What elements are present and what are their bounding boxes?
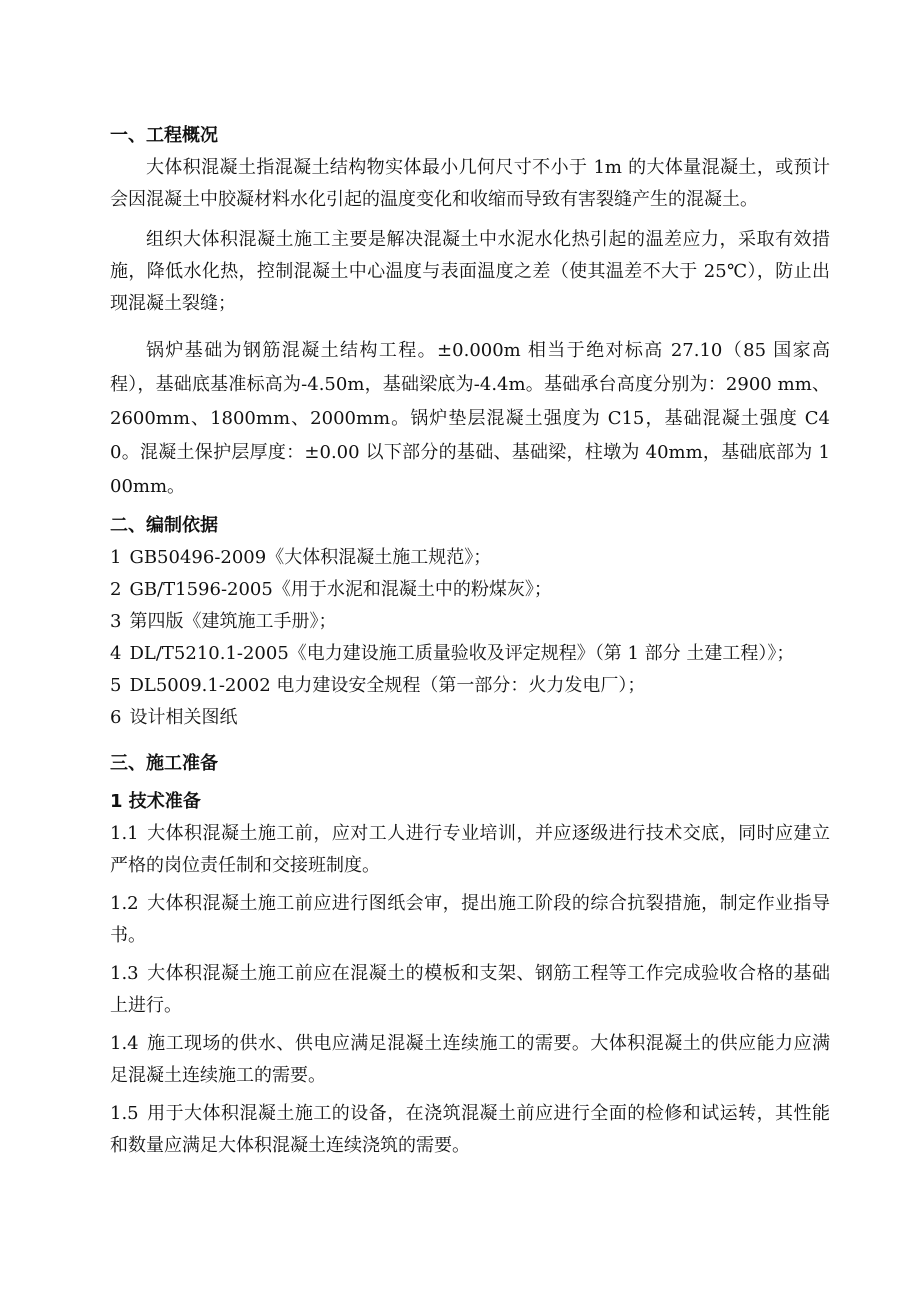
basis-item-1 <box>110 542 830 574</box>
basis-item-text: GB/T1596-2005《用于水泥和混凝土中的粉煤灰》； <box>129 579 552 600</box>
basis-item-3 <box>110 606 830 638</box>
basis-item-number: 4 <box>110 643 122 664</box>
basis-item-4 <box>110 638 830 670</box>
basis-item-5 <box>110 670 830 702</box>
preparation-item-number: 1.3 <box>110 963 139 984</box>
subheading-technical-preparation: 1 技术准备 <box>110 791 201 812</box>
basis-item-number: 6 <box>110 707 122 728</box>
preparation-item-1-5 <box>110 1098 830 1162</box>
preparation-item-text: 大体积混凝土施工前应在混凝土的模板和支架、钢筋工程等工作完成验收合格的基础上进行。 <box>110 963 830 1016</box>
section-heading-overview: 一、工程概况 <box>110 125 218 146</box>
preparation-item-number: 1.5 <box>110 1103 139 1124</box>
preparation-item-text: 大体积混凝土施工前应进行图纸会审，提出施工阶段的综合抗裂措施，制定作业指导书。 <box>110 893 830 946</box>
preparation-item-number: 1.4 <box>110 1033 139 1054</box>
preparation-item-1-4 <box>110 1028 830 1092</box>
basis-item-text: 设计相关图纸 <box>129 707 238 728</box>
section-heading-basis: 二、编制依据 <box>110 515 218 536</box>
overview-paragraph-2: 组织大体积混凝土施工主要是解决混凝土中水泥水化热引起的温差应力，采取有效措施，降低水化热，控制混凝土中心温度与表面温度之差（使其温差不大于 25℃），防止出现混凝土裂缝； <box>110 229 830 314</box>
section-heading-preparation: 三、施工准备 <box>110 753 218 774</box>
basis-item-2 <box>110 574 830 606</box>
preparation-item-text: 施工现场的供水、供电应满足混凝土连续施工的需要。大体积混凝土的供应能力应满足混凝土连续施工的需要。 <box>110 1033 830 1086</box>
basis-item-text: DL/T5210.1-2005《电力建设施工质量验收及评定规程》（第 1 部分 土建工程）》； <box>129 643 795 664</box>
preparation-item-text: 用于大体积混凝土施工的设备，在浇筑混凝土前应进行全面的检修和试运转，其性能和数量应满足大体积混凝土连续浇筑的需要。 <box>110 1103 830 1156</box>
preparation-item-number: 1.2 <box>110 893 139 914</box>
preparation-item-1-2 <box>110 888 830 952</box>
overview-paragraph-1: 大体积混凝土指混凝土结构物实体最小几何尺寸不小于 1m 的大体量混凝土，或预计会因混凝土中胶凝材料水化引起的温度变化和收缩而导致有害裂缝产生的混凝土。 <box>110 157 830 210</box>
overview-paragraph-3: 锅炉基础为钢筋混凝土结构工程。±0.000m 相当于绝对标高 27.10（85 国家高程），基础底基准标高为-4.50m，基础梁底为-4.4m。基础承台高度分别为：2900 mm、2600mm、1800mm、2000mm。锅炉垫层混凝土强度为 C15，基础混凝土强度 C40。混凝土保护层厚度：±0.00 以下部分的基础、基础梁，柱墩为 40mm，基础底部为 100mm。 <box>110 340 830 497</box>
preparation-item-number: 1.1 <box>110 823 139 844</box>
basis-item-number: 2 <box>110 579 122 600</box>
basis-item-number: 3 <box>110 611 122 632</box>
preparation-item-1-3 <box>110 958 830 1022</box>
preparation-item-1-1 <box>110 818 830 882</box>
basis-list <box>110 542 830 734</box>
basis-item-text: DL5009.1-2002 电力建设安全规程（第一部分：火力发电厂）； <box>129 675 646 696</box>
basis-item-number: 5 <box>110 675 122 696</box>
basis-item-text: GB50496-2009《大体积混凝土施工规范》； <box>129 547 492 568</box>
basis-item-text: 第四版《建筑施工手册》； <box>129 611 337 632</box>
basis-item-number: 1 <box>110 547 122 568</box>
basis-item-6 <box>110 702 830 734</box>
preparation-item-text: 大体积混凝土施工前，应对工人进行专业培训，并应逐级进行技术交底，同时应建立严格的岗位责任制和交接班制度。 <box>110 823 830 876</box>
document-body <box>110 120 830 1162</box>
